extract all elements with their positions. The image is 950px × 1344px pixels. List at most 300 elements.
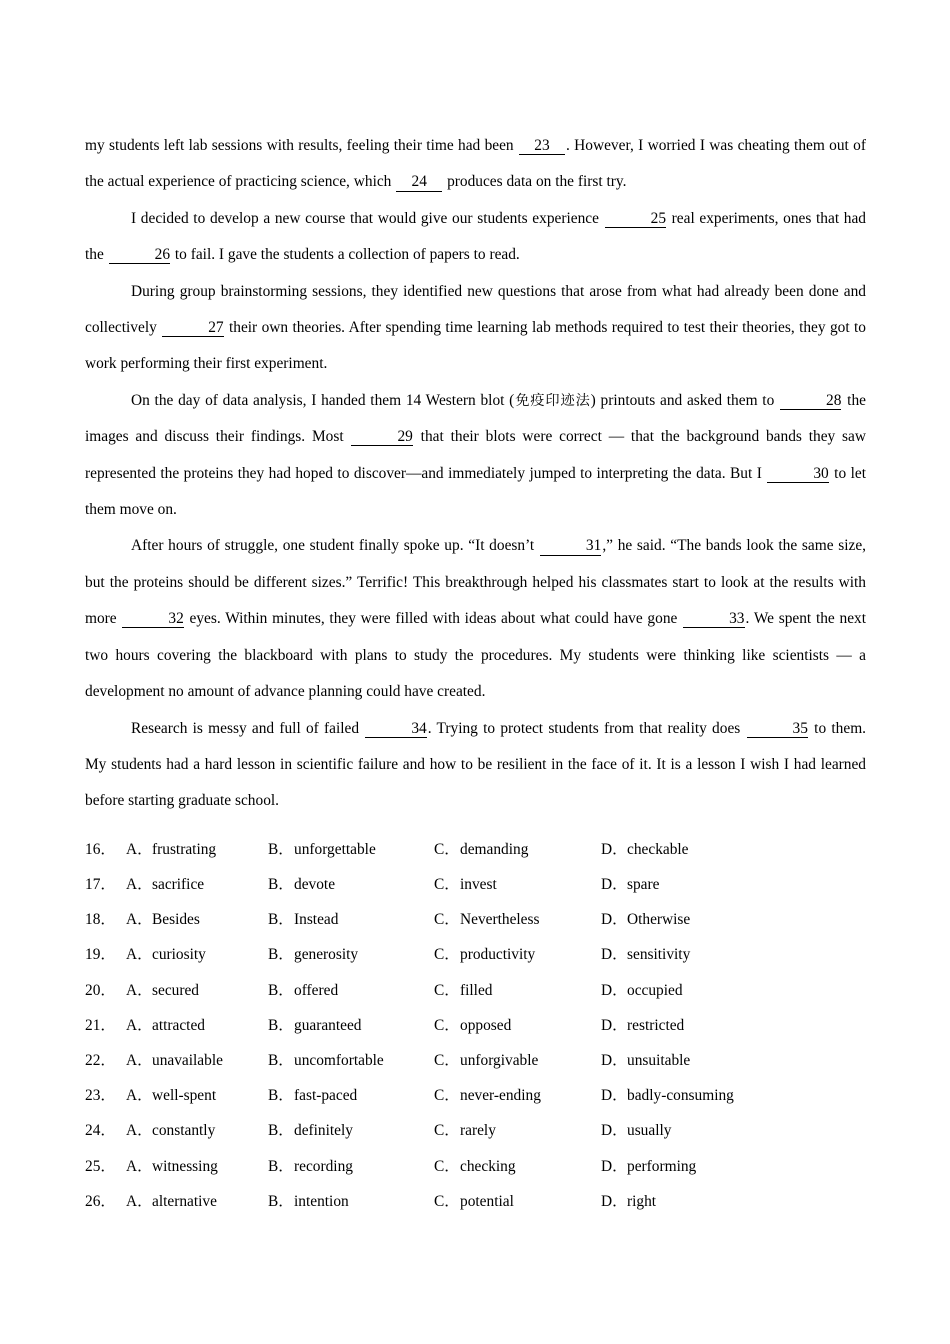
choice-text: constantly [152, 1122, 216, 1140]
letter-separator: ． [612, 981, 628, 999]
choice-letter-text: A [126, 840, 138, 858]
letter-separator: ． [278, 1157, 294, 1175]
choice-letter-text: D [601, 911, 613, 929]
letter-separator: ． [137, 946, 153, 964]
question-row [85, 902, 866, 937]
choice-text: restricted [627, 1016, 685, 1034]
choice-b[interactable] [268, 973, 434, 1008]
choice-letter-text: D [601, 981, 613, 999]
letter-separator: ． [444, 911, 460, 929]
choice-letter [126, 902, 152, 937]
letter-separator: ． [612, 1192, 628, 1210]
answer-blank-32[interactable]: 32 [122, 611, 183, 628]
letter-separator: ． [612, 1087, 628, 1105]
question-row [85, 1113, 866, 1148]
choice-text: right [627, 1192, 657, 1210]
choice-letter-text: A [126, 946, 138, 964]
choice-text: rarely [460, 1122, 496, 1140]
choice-c[interactable] [434, 1043, 601, 1078]
choice-d[interactable] [601, 1113, 801, 1148]
choice-letter-text: D [601, 840, 613, 858]
passage-paragraph [85, 128, 866, 201]
question-number [85, 973, 126, 1008]
question-number [85, 867, 126, 902]
passage-paragraph [85, 528, 866, 710]
choice-text: frustrating [152, 840, 217, 858]
choice-text: sensitivity [627, 946, 691, 964]
choice-b[interactable] [268, 1113, 434, 1148]
choice-letter [601, 867, 627, 902]
choice-b[interactable] [268, 902, 434, 937]
passage-text: . Trying to protect students from that reality does [427, 719, 746, 737]
choice-a[interactable] [126, 1184, 268, 1219]
choice-letter-text: A [126, 875, 138, 893]
question-number [85, 1113, 126, 1148]
answer-blank-30[interactable]: 30 [767, 466, 828, 483]
choice-a[interactable] [126, 867, 268, 902]
passage-text: their own theories. After spending time learning lab methods required to test their theories, they got to work performing their first experiment. [85, 319, 866, 373]
number-separator: ． [100, 1051, 116, 1069]
choice-letter-text: C [434, 1157, 445, 1175]
number-separator: ． [100, 840, 116, 858]
letter-separator: ． [612, 1051, 628, 1069]
choice-letter [126, 1078, 152, 1113]
choice-text: witnessing [152, 1157, 218, 1175]
choice-text: curiosity [152, 946, 206, 964]
choice-text: definitely [294, 1122, 353, 1140]
number-separator: ． [100, 1157, 116, 1175]
passage-text: my students left lab sessions with results, feeling their time had been [85, 137, 518, 154]
letter-separator: ． [444, 1051, 460, 1069]
choice-letter-text: B [268, 1016, 279, 1034]
question-row [85, 1149, 866, 1184]
choice-letter-text: D [601, 1122, 613, 1140]
choice-letter-text: D [601, 1157, 613, 1175]
passage-text: to them. My students had a hard lesson in scientific failure and how to be resilient in the face of it. It is a lesson I wish I had learned before starting graduate school. [85, 719, 867, 810]
passage-text: ) printouts and asked them to [590, 391, 780, 409]
passage-text: to fail. I gave the students a collection of papers to read. [171, 246, 520, 264]
number-separator: ． [100, 1087, 116, 1105]
choice-c[interactable] [434, 1149, 601, 1184]
choice-a[interactable] [126, 832, 268, 867]
question-number [85, 1149, 126, 1184]
choice-a[interactable] [126, 1043, 268, 1078]
passage-text: real experiments, ones that had the [85, 209, 866, 264]
choice-letter-text: B [268, 911, 279, 929]
choice-c[interactable] [434, 1008, 601, 1043]
choice-letter [434, 1113, 460, 1148]
question-row [85, 1184, 866, 1219]
choice-letter [434, 1078, 460, 1113]
choice-letter [126, 1043, 152, 1078]
choice-letter-text: A [126, 911, 138, 929]
letter-separator: ． [444, 875, 460, 893]
choice-letter [126, 1184, 152, 1219]
choice-text: usually [627, 1122, 672, 1140]
answer-blank-28[interactable]: 28 [780, 393, 841, 410]
letter-separator: ． [612, 1016, 628, 1034]
choice-letter-text: B [268, 1087, 279, 1105]
choice-text: attracted [152, 1016, 205, 1034]
question-number-text: 20 [85, 981, 101, 999]
choice-letter-text: D [601, 1192, 613, 1210]
choice-letter [601, 1008, 627, 1043]
answer-blank-26[interactable]: 26 [109, 247, 170, 264]
choice-a[interactable] [126, 1149, 268, 1184]
answer-blank-24[interactable]: 24 [396, 174, 442, 191]
choice-b[interactable] [268, 1008, 434, 1043]
choice-text: checking [460, 1157, 516, 1175]
choice-letter [434, 1043, 460, 1078]
passage-text: to let them move on. [85, 464, 866, 519]
choice-b[interactable] [268, 937, 434, 972]
number-separator: ． [100, 1016, 116, 1034]
choice-d[interactable] [601, 832, 801, 867]
choice-text: filled [460, 981, 493, 999]
passage-paragraph [85, 383, 866, 529]
question-number-text: 18 [85, 911, 101, 929]
passage-text: On the day of data analysis, I handed them 14 Western blot ( [131, 391, 515, 409]
choice-letter-text: D [601, 1087, 613, 1105]
choice-text: alternative [152, 1192, 217, 1210]
choice-letter-text: A [126, 1051, 138, 1069]
question-number [85, 937, 126, 972]
passage-text: that their blots were correct — that the background bands they saw represented the proteins they had hoped to discover—and immediately jumped to interpreting the data. But I [85, 428, 866, 482]
choice-letter-text: C [434, 946, 445, 964]
choice-letter [268, 1149, 294, 1184]
choice-text: guaranteed [294, 1016, 362, 1034]
choice-text: generosity [294, 946, 359, 964]
choice-text: intention [294, 1192, 349, 1210]
question-number-text: 23 [85, 1087, 101, 1105]
choice-b[interactable] [268, 1043, 434, 1078]
letter-separator: ． [612, 1122, 628, 1140]
letter-separator: ． [137, 1051, 153, 1069]
question-number [85, 1078, 126, 1113]
number-separator: ． [100, 981, 116, 999]
letter-separator: ． [137, 1192, 153, 1210]
answer-blank-33[interactable]: 33 [683, 611, 744, 628]
choice-c[interactable] [434, 1184, 601, 1219]
choice-letter [434, 1008, 460, 1043]
passage-text: produces data on the first try. [443, 173, 627, 191]
passage-text: eyes. Within minutes, they were filled with ideas about what could have gone [184, 610, 683, 628]
letter-separator: ． [444, 1157, 460, 1175]
letter-separator: ． [278, 1192, 294, 1210]
choice-text: checkable [627, 840, 689, 858]
choice-letter [268, 867, 294, 902]
choice-a[interactable] [126, 902, 268, 937]
choice-text: productivity [460, 946, 536, 964]
question-number-text: 19 [85, 946, 101, 964]
choice-letter-text: C [434, 1051, 445, 1069]
answer-blank-29[interactable]: 29 [351, 429, 412, 446]
choice-letter [601, 832, 627, 867]
choice-letter [126, 1008, 152, 1043]
choice-letter [268, 937, 294, 972]
answer-blank-27[interactable]: 27 [162, 320, 223, 337]
choice-letter-text: B [268, 875, 279, 893]
passage-text: . However, I worried I was cheating them out of the actual experience of practicing science, which [85, 137, 866, 191]
passage-paragraph [85, 274, 866, 383]
choice-letter-text: C [434, 840, 445, 858]
choice-a[interactable] [126, 1113, 268, 1148]
passage-text: the images and discuss their findings. Most [85, 391, 866, 446]
choice-c[interactable] [434, 1113, 601, 1148]
letter-separator: ． [278, 1087, 294, 1105]
choice-text: well-spent [152, 1087, 217, 1105]
choice-text: fast-paced [294, 1087, 358, 1105]
letter-separator: ． [137, 875, 153, 893]
question-row [85, 867, 866, 902]
choice-c[interactable] [434, 937, 601, 972]
answer-blank-25[interactable]: 25 [605, 211, 666, 228]
choice-letter [601, 973, 627, 1008]
question-number-text: 25 [85, 1157, 101, 1175]
multiple-choice-options [85, 832, 866, 1219]
choice-letter-text: B [268, 946, 279, 964]
passage-text: ,” he said. “The bands look the same size, but the proteins should be different sizes.” Terrific! This breakthrough helped his classmates start to look at the results with more [85, 537, 867, 628]
question-number-text: 21 [85, 1016, 101, 1034]
letter-separator: ． [137, 840, 153, 858]
question-row [85, 973, 866, 1008]
choice-text: Otherwise [627, 911, 691, 929]
letter-separator: ． [278, 840, 294, 858]
choice-b[interactable] [268, 832, 434, 867]
letter-separator: ． [278, 1122, 294, 1140]
choice-d[interactable] [601, 937, 801, 972]
choice-text: Besides [152, 911, 200, 929]
letter-separator: ． [444, 981, 460, 999]
letter-separator: ． [444, 946, 460, 964]
passage-text: . We spent the next two hours covering the blackboard with plans to study the procedures. My students were thinking like scientists — a development no amount of advance planning could have created. [85, 610, 866, 701]
question-number [85, 1184, 126, 1219]
choice-text: badly-consuming [627, 1087, 734, 1105]
choice-letter [434, 832, 460, 867]
letter-separator: ． [444, 1122, 460, 1140]
choice-b[interactable] [268, 1078, 434, 1113]
question-number-text: 24 [85, 1122, 101, 1140]
choice-letter [434, 902, 460, 937]
choice-text: Instead [294, 911, 339, 929]
passage-paragraph [85, 711, 866, 820]
choice-text: unforgettable [294, 840, 376, 858]
answer-blank-31[interactable]: 31 [540, 538, 601, 555]
choice-letter-text: C [434, 875, 445, 893]
choice-d[interactable] [601, 902, 801, 937]
choice-letter [601, 1078, 627, 1113]
letter-separator: ． [444, 1016, 460, 1034]
choice-letter-text: C [434, 1122, 445, 1140]
choice-letter [268, 1008, 294, 1043]
letter-separator: ． [137, 1016, 153, 1034]
passage-text: Research is messy and full of failed [131, 719, 365, 737]
choice-letter [268, 1043, 294, 1078]
question-row [85, 1043, 866, 1078]
choice-c[interactable] [434, 1078, 601, 1113]
question-row [85, 937, 866, 972]
choice-letter-text: C [434, 1087, 445, 1105]
letter-separator: ． [278, 981, 294, 999]
choice-letter [126, 1149, 152, 1184]
choice-text: never-ending [460, 1087, 541, 1105]
question-number-text: 16 [85, 840, 101, 858]
letter-separator: ． [137, 1122, 153, 1140]
letter-separator: ． [137, 1157, 153, 1175]
choice-letter [434, 1184, 460, 1219]
number-separator: ． [100, 911, 116, 929]
passage-text: I decided to develop a new course that would give our students experience [131, 209, 604, 227]
choice-b[interactable] [268, 1149, 434, 1184]
choice-text: uncomfortable [294, 1051, 384, 1069]
number-separator: ． [100, 946, 116, 964]
choice-letter-text: D [601, 1016, 613, 1034]
question-number-text: 26 [85, 1192, 101, 1210]
choice-d[interactable] [601, 973, 801, 1008]
choice-letter [601, 902, 627, 937]
letter-separator: ． [444, 840, 460, 858]
choice-c[interactable] [434, 973, 601, 1008]
choice-letter-text: B [268, 1122, 279, 1140]
letter-separator: ． [278, 875, 294, 893]
choice-a[interactable] [126, 1078, 268, 1113]
letter-separator: ． [137, 911, 153, 929]
choice-c[interactable] [434, 867, 601, 902]
choice-letter-text: B [268, 840, 279, 858]
letter-separator: ． [278, 1051, 294, 1069]
choice-d[interactable] [601, 867, 801, 902]
chinese-gloss: 免疫印迹法 [514, 392, 591, 409]
choice-letter [434, 1149, 460, 1184]
choice-a[interactable] [126, 1008, 268, 1043]
letter-separator: ． [444, 1087, 460, 1105]
choice-a[interactable] [126, 937, 268, 972]
choice-a[interactable] [126, 973, 268, 1008]
choice-c[interactable] [434, 902, 601, 937]
choice-letter-text: C [434, 911, 445, 929]
choice-text: invest [460, 875, 497, 893]
choice-letter-text: A [126, 1087, 138, 1105]
choice-d[interactable] [601, 1184, 801, 1219]
choice-text: devote [294, 875, 336, 893]
question-number [85, 902, 126, 937]
number-separator: ． [100, 875, 116, 893]
passage-text: After hours of struggle, one student finally spoke up. “It doesn’t [131, 537, 539, 555]
choice-text: demanding [460, 840, 529, 858]
choice-letter [126, 832, 152, 867]
passage-text: During group brainstorming sessions, they identified new questions that arose from what had already been done and collectively [85, 282, 866, 337]
choice-letter-text: A [126, 1157, 138, 1175]
letter-separator: ． [278, 1016, 294, 1034]
letter-separator: ． [612, 875, 628, 893]
choice-d[interactable] [601, 1078, 801, 1113]
choice-d[interactable] [601, 1008, 801, 1043]
choice-c[interactable] [434, 832, 601, 867]
question-number [85, 832, 126, 867]
choice-letter-text: B [268, 981, 279, 999]
choice-letter [268, 1184, 294, 1219]
choice-letter [268, 973, 294, 1008]
choice-letter-text: D [601, 1051, 613, 1069]
question-number [85, 1008, 126, 1043]
letter-separator: ． [612, 1157, 628, 1175]
question-row [85, 1078, 866, 1113]
letter-separator: ． [444, 1192, 460, 1210]
choice-letter-text: C [434, 981, 445, 999]
choice-letter-text: B [268, 1192, 279, 1210]
question-number [85, 1043, 126, 1078]
letter-separator: ． [278, 911, 294, 929]
choice-letter-text: C [434, 1016, 445, 1034]
choice-letter-text: D [601, 875, 613, 893]
choice-letter [126, 867, 152, 902]
choice-text: unavailable [152, 1051, 223, 1069]
choice-text: secured [152, 981, 199, 999]
letter-separator: ． [612, 911, 628, 929]
choice-text: opposed [460, 1016, 512, 1034]
choice-letter [601, 1043, 627, 1078]
choice-b[interactable] [268, 867, 434, 902]
choice-text: Nevertheless [460, 911, 540, 929]
choice-b[interactable] [268, 1184, 434, 1219]
choice-letter-text: A [126, 1192, 138, 1210]
choice-letter [434, 867, 460, 902]
choice-letter [268, 902, 294, 937]
letter-separator: ． [278, 946, 294, 964]
question-number-text: 22 [85, 1051, 101, 1069]
answer-blank-34[interactable]: 34 [365, 721, 426, 738]
choice-letter [126, 937, 152, 972]
letter-separator: ． [612, 946, 628, 964]
passage-paragraph [85, 201, 866, 274]
choice-letter-text: A [126, 1122, 138, 1140]
choice-letter-text: A [126, 1016, 138, 1034]
choice-text: occupied [627, 981, 683, 999]
letter-separator: ． [137, 1087, 153, 1105]
choice-text: potential [460, 1192, 514, 1210]
choice-text: unsuitable [627, 1051, 691, 1069]
choice-d[interactable] [601, 1043, 801, 1078]
cloze-passage [85, 128, 866, 820]
choice-text: unforgivable [460, 1051, 539, 1069]
choice-text: performing [627, 1157, 697, 1175]
choice-letter-text: C [434, 1192, 445, 1210]
choice-letter [126, 1113, 152, 1148]
choice-text: offered [294, 981, 339, 999]
letter-separator: ． [137, 981, 153, 999]
choice-text: recording [294, 1157, 353, 1175]
number-separator: ． [100, 1122, 116, 1140]
choice-letter [126, 973, 152, 1008]
choice-letter [601, 1113, 627, 1148]
choice-letter [601, 1184, 627, 1219]
answer-blank-23[interactable]: 23 [519, 138, 565, 155]
choice-text: spare [627, 875, 660, 893]
choice-letter [434, 973, 460, 1008]
choice-letter [268, 1078, 294, 1113]
choice-d[interactable] [601, 1149, 801, 1184]
choice-letter-text: B [268, 1157, 279, 1175]
choice-letter [434, 937, 460, 972]
question-row [85, 1008, 866, 1043]
question-row [85, 832, 866, 867]
answer-blank-35[interactable]: 35 [747, 721, 808, 738]
question-number-text: 17 [85, 875, 101, 893]
choice-letter-text: D [601, 946, 613, 964]
choice-letter-text: B [268, 1051, 279, 1069]
choice-letter-text: A [126, 981, 138, 999]
choice-text: sacrifice [152, 875, 205, 893]
